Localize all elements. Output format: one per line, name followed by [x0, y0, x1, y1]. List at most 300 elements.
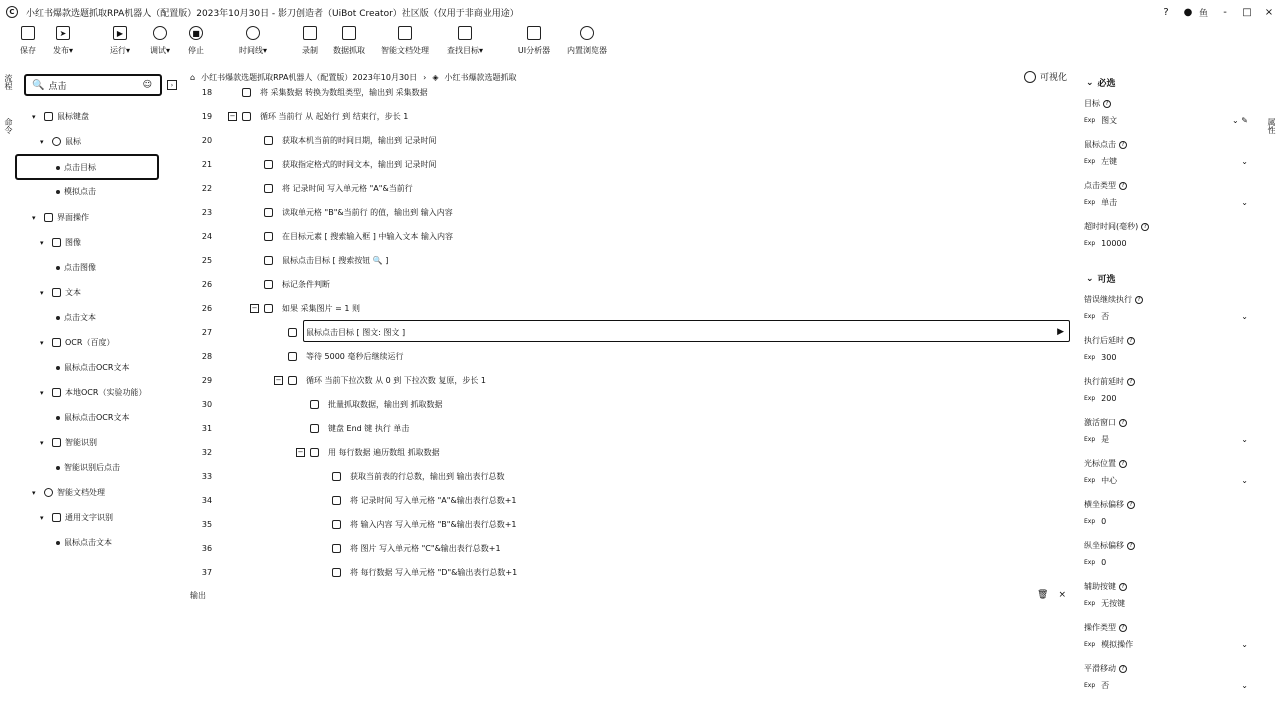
code-line[interactable]: [190, 224, 1070, 248]
help-icon[interactable]: ?: [1119, 182, 1127, 190]
property-label-text: 点击类型: [1084, 181, 1116, 190]
run-icon: ▶: [113, 26, 127, 40]
line-number: 19: [201, 111, 213, 121]
chevron-down-icon: ▾: [32, 112, 36, 121]
command-icon: [264, 280, 273, 289]
command-icon: [264, 160, 273, 169]
tree-label: 图像: [65, 238, 81, 247]
code-line[interactable]: [190, 320, 1070, 344]
line-number: 26: [201, 303, 213, 313]
code-line[interactable]: [190, 248, 1070, 272]
code-line[interactable]: [190, 392, 1070, 416]
bullet-icon: [56, 366, 60, 370]
expression-toggle-icon[interactable]: Exp: [1084, 312, 1096, 320]
command-text: 将 记录时间 写入单元格 "A"&当前行: [282, 183, 413, 193]
line-number: 31: [201, 423, 213, 433]
help-icon[interactable]: ?: [1119, 419, 1127, 427]
command-text: 等待 5000 毫秒后继续运行: [306, 351, 404, 361]
command-icon: [332, 568, 341, 577]
line-number: 25: [201, 255, 213, 265]
bullet-icon: [56, 190, 60, 194]
tree-item-click-target[interactable]: [56, 162, 96, 173]
property-label: [1084, 540, 1135, 551]
property-label: [1084, 335, 1135, 346]
property-value-field[interactable]: [1084, 554, 1252, 570]
chevron-down-icon: ▾: [32, 213, 36, 222]
code-line[interactable]: [190, 536, 1070, 560]
stop-label: 停止: [188, 46, 204, 55]
property-label: [1084, 221, 1149, 232]
output-label: 输出: [190, 591, 206, 600]
command-icon: [332, 520, 341, 529]
debug-label: 调试▾: [149, 46, 170, 55]
property-value: 300: [1101, 352, 1117, 362]
data-scrape-icon: [342, 26, 356, 40]
property-value: 模拟操作: [1101, 639, 1134, 649]
property-label: [1084, 622, 1127, 633]
tree-label: 点击文本: [64, 313, 96, 322]
tree-group-local-ocr[interactable]: [40, 387, 146, 398]
text-icon: [52, 288, 61, 297]
property-value-field[interactable]: [1084, 349, 1252, 365]
ui-analyzer-label: UI分析器: [517, 46, 551, 55]
line-number: 18: [201, 87, 213, 97]
dropdown-arrow-icon[interactable]: ⌄ ✎: [1232, 115, 1248, 125]
code-line[interactable]: [190, 272, 1070, 296]
expression-toggle-icon[interactable]: Exp: [1084, 640, 1096, 648]
ocr-icon: [52, 513, 61, 522]
line-number: 37: [201, 567, 213, 577]
tree-label: 界面操作: [57, 213, 89, 222]
doc-process-button[interactable]: [382, 26, 428, 56]
command-icon: [264, 256, 273, 265]
publish-label: 发布▾: [52, 46, 73, 55]
expression-toggle-icon[interactable]: Exp: [1084, 476, 1096, 484]
command-text: 获取本机当前的时间日期，输出到 记录时间: [282, 135, 437, 145]
property-value-field[interactable]: [1084, 390, 1252, 406]
code-line[interactable]: [190, 560, 1070, 584]
command-icon: [332, 496, 341, 505]
fold-toggle-icon[interactable]: −: [275, 375, 282, 384]
property-label-text: 纵坐标偏移: [1084, 541, 1124, 550]
property-label: [1084, 376, 1135, 387]
property-label-text: 执行前延时: [1084, 377, 1124, 386]
chevron-down-icon: ▾: [32, 488, 36, 497]
property-value: 否: [1101, 680, 1110, 690]
property-value: 图文: [1101, 115, 1118, 125]
trash-icon[interactable]: 🗑: [1037, 590, 1049, 600]
help-icon[interactable]: ?: [1135, 296, 1143, 304]
tree-group-mouse-keyboard[interactable]: [32, 111, 89, 122]
help-icon[interactable]: ?: [1141, 223, 1149, 231]
property-label-text: 激活窗口: [1084, 418, 1116, 427]
command-icon: [288, 376, 297, 385]
command-text: 将 记录时间 写入单元格 "A"&输出表行总数+1: [350, 495, 517, 505]
dropdown-arrow-icon[interactable]: ⌄: [1241, 475, 1248, 485]
command-text: 如果 采集图片 = 1 则: [282, 303, 360, 313]
expression-toggle-icon[interactable]: Exp: [1084, 681, 1096, 689]
smart-icon: [52, 438, 61, 447]
property-label: [1084, 458, 1127, 469]
code-line[interactable]: [190, 296, 1070, 320]
tree-group-general-ocr[interactable]: [40, 512, 113, 523]
expression-toggle-icon[interactable]: Exp: [1084, 599, 1096, 607]
ocr-icon: [52, 388, 61, 397]
fold-toggle-icon[interactable]: −: [297, 447, 304, 456]
tree-item-click-general-text[interactable]: [56, 537, 112, 548]
expression-toggle-icon[interactable]: Exp: [1084, 353, 1096, 361]
help-icon[interactable]: ?: [1119, 665, 1127, 673]
property-value-field[interactable]: [1084, 513, 1252, 529]
ui-analyzer-icon: [527, 26, 541, 40]
command-text: 将 输入内容 写入单元格 "B"&输出表行总数+1: [350, 519, 517, 529]
command-icon: [264, 208, 273, 217]
property-value-field[interactable]: [1084, 194, 1252, 210]
optional-title: 可选: [1097, 275, 1116, 285]
main-toolbar: [0, 26, 1280, 64]
dropdown-arrow-icon[interactable]: ⌄: [1241, 639, 1248, 649]
stop-icon: ■: [189, 26, 203, 40]
required-title: 必选: [1097, 79, 1116, 89]
chevron-down-icon: ▾: [40, 438, 44, 447]
chevron-right-icon: ›: [423, 73, 427, 82]
user-avatar-icon[interactable]: ●: [1183, 6, 1193, 18]
code-line[interactable]: [190, 416, 1070, 440]
line-number: 21: [201, 159, 213, 169]
expression-toggle-icon[interactable]: Exp: [1084, 157, 1096, 165]
tree-label: 本地OCR（实验功能）: [65, 388, 147, 397]
help-icon[interactable]: ?: [1119, 583, 1127, 591]
dropdown-arrow-icon[interactable]: ⌄: [1241, 434, 1248, 444]
property-value-field[interactable]: [1084, 636, 1252, 652]
find-target-icon: [458, 26, 472, 40]
help-icon[interactable]: ?: [1103, 100, 1111, 108]
property-value: 左键: [1101, 156, 1118, 166]
clear-search-icon[interactable]: ☺: [142, 80, 152, 90]
property-label-text: 执行后延时: [1084, 336, 1124, 345]
find-target-label: 查找目标▾: [446, 46, 483, 55]
layers-icon: ◈: [432, 73, 439, 82]
command-text: 循环 当前行 从 起始行 到 结束行，步长 1: [260, 111, 409, 121]
maximize-icon[interactable]: □: [1242, 6, 1252, 18]
ocr-icon: [52, 338, 61, 347]
search-input[interactable]: [48, 80, 128, 90]
command-icon: [288, 328, 297, 337]
code-line[interactable]: [190, 344, 1070, 368]
expression-toggle-icon[interactable]: Exp: [1084, 517, 1096, 525]
property-label-text: 光标位置: [1084, 459, 1116, 468]
active-line-box: [303, 320, 1070, 342]
line-number: 30: [201, 399, 213, 409]
search-icon: 🔍: [32, 79, 45, 91]
record-icon: [303, 26, 317, 40]
tree-label: 鼠标键盘: [57, 112, 89, 121]
property-label-text: 操作类型: [1084, 623, 1116, 632]
close-icon[interactable]: ×: [1264, 6, 1274, 18]
fold-toggle-icon[interactable]: −: [251, 303, 258, 312]
tree-group-image[interactable]: [40, 237, 81, 248]
command-text: 批量抓取数据，输出到 抓取数据: [328, 399, 443, 409]
keyboard-icon: [44, 112, 53, 121]
expression-toggle-icon[interactable]: Exp: [1084, 116, 1096, 124]
code-line[interactable]: [190, 368, 1070, 392]
property-label: [1084, 499, 1135, 510]
visual-mode-label: 可视化: [1040, 73, 1068, 83]
line-number: 23: [201, 207, 213, 217]
line-number: 24: [201, 231, 213, 241]
chevron-down-icon: ▾: [40, 137, 44, 146]
window-controls: [1155, 0, 1280, 24]
command-text: 读取单元格 "B"&当前行 的值，输出到 输入内容: [282, 207, 453, 217]
property-value: 200: [1101, 393, 1117, 403]
bullet-icon: [56, 166, 60, 170]
dropdown-arrow-icon[interactable]: ⌄: [1241, 680, 1248, 690]
property-value: 10000: [1101, 238, 1127, 248]
command-text: 获取指定格式的时间文本，输出到 记录时间: [282, 159, 437, 169]
data-scrape-button[interactable]: [326, 26, 372, 56]
property-value-field[interactable]: [1084, 595, 1252, 611]
code-line[interactable]: [190, 512, 1070, 536]
close-output-icon[interactable]: ×: [1058, 590, 1066, 600]
properties-panel: [1080, 72, 1256, 712]
code-line[interactable]: [190, 128, 1070, 152]
line-number: 36: [201, 543, 213, 553]
window-icon: [44, 213, 53, 222]
timeline-icon: [246, 26, 260, 40]
line-number: 29: [201, 375, 213, 385]
bullet-icon: [56, 466, 60, 470]
command-icon: [332, 472, 341, 481]
chevron-down-icon: ⌄: [1086, 77, 1094, 88]
property-label: [1084, 294, 1143, 305]
command-icon: [264, 232, 273, 241]
publish-button[interactable]: [40, 26, 86, 56]
run-line-icon[interactable]: ▶: [1057, 327, 1064, 337]
code-line[interactable]: [190, 488, 1070, 512]
breadcrumb-flow[interactable]: 小红书爆款选题抓取: [444, 73, 517, 82]
timeline-label: 时间线▾: [238, 46, 267, 55]
expression-toggle-icon[interactable]: Exp: [1084, 239, 1096, 247]
tree-item-simulate-click[interactable]: [56, 186, 96, 197]
chevron-down-icon: ▾: [40, 288, 44, 297]
expression-toggle-icon[interactable]: Exp: [1084, 394, 1096, 402]
find-target-button[interactable]: [442, 26, 488, 56]
property-value: 是: [1101, 434, 1110, 444]
tree-group-ui-operation[interactable]: [32, 212, 89, 223]
property-value: 单击: [1101, 197, 1118, 207]
property-value-field[interactable]: [1084, 677, 1252, 693]
save-label: 保存: [20, 46, 36, 55]
debug-icon: [153, 26, 167, 40]
command-icon: [264, 136, 273, 145]
dropdown-arrow-icon[interactable]: ⌄: [1241, 197, 1248, 207]
property-label-text: 超时时间(毫秒): [1084, 222, 1139, 231]
browser-label: 内置浏览器: [567, 46, 607, 55]
property-value-field[interactable]: [1084, 308, 1252, 324]
tree-label: 智能识别后点击: [64, 463, 120, 472]
tab-flow[interactable]: 流程: [4, 74, 13, 90]
command-icon: [310, 424, 319, 433]
tree-group-mouse[interactable]: [40, 136, 81, 147]
property-label: [1084, 139, 1127, 150]
command-search[interactable]: [24, 74, 162, 96]
command-icon: [288, 352, 297, 361]
property-label: [1084, 417, 1127, 428]
line-number: 27: [201, 327, 213, 337]
property-label-text: 辅助按键: [1084, 582, 1116, 591]
tree-item-click-ocr-text[interactable]: [56, 362, 129, 373]
command-text: 鼠标点击目标 [ 搜索按钮 🔍 ]: [282, 255, 389, 265]
property-label-text: 错误继续执行: [1084, 295, 1132, 304]
tree-group-ocr-baidu[interactable]: [40, 337, 114, 348]
stop-button[interactable]: [173, 26, 219, 56]
command-text: 标记条件判断: [282, 279, 330, 289]
command-icon: [310, 448, 319, 457]
tree-label: 鼠标点击OCR文本: [64, 413, 130, 422]
save-icon: [21, 26, 35, 40]
app-logo-icon: C: [6, 6, 18, 18]
help-icon[interactable]: ?: [1127, 542, 1135, 550]
property-value-field[interactable]: [1084, 235, 1252, 251]
browser-button[interactable]: [564, 26, 610, 56]
command-text: 循环 当前下拉次数 从 0 到 下拉次数 复原，步长 1: [306, 375, 486, 385]
image-icon: [52, 238, 61, 247]
line-number: 33: [201, 471, 213, 481]
property-label-text: 平滑移动: [1084, 664, 1116, 673]
property-label-text: 目标: [1084, 99, 1100, 108]
help-icon[interactable]: ?: [1119, 460, 1127, 468]
command-icon: [264, 304, 273, 313]
tree-label: OCR（百度）: [65, 338, 115, 347]
doc-process-icon: [44, 488, 53, 497]
optional-section-header[interactable]: [1086, 272, 1116, 285]
command-icon: [242, 88, 251, 97]
help-icon[interactable]: ?: [1127, 501, 1135, 509]
command-icon: [242, 112, 251, 121]
tree-label: 点击目标: [64, 163, 96, 172]
tree-label: 通用文字识别: [65, 513, 113, 522]
timeline-button[interactable]: [230, 26, 276, 56]
help-icon[interactable]: ?: [1119, 624, 1127, 632]
home-icon[interactable]: ⌂: [190, 73, 196, 82]
chevron-down-icon: ▾: [40, 513, 44, 522]
tree-item-click-local-ocr-text[interactable]: [56, 412, 129, 423]
command-icon: [264, 184, 273, 193]
doc-process-label: 智能文档处理: [381, 46, 429, 55]
property-label: [1084, 180, 1127, 191]
code-line[interactable]: [190, 200, 1070, 224]
code-line[interactable]: [190, 80, 1070, 104]
code-line[interactable]: [190, 440, 1070, 464]
tab-commands[interactable]: 命令: [4, 118, 13, 134]
chevron-down-icon: ▾: [40, 238, 44, 247]
panel-collapse-icon[interactable]: ›: [167, 80, 177, 90]
code-line[interactable]: [190, 176, 1070, 200]
publish-icon: ➤: [56, 26, 70, 40]
line-number: 35: [201, 519, 213, 529]
tree-item-smart-click[interactable]: [56, 462, 120, 473]
command-text: 将 采集数据 转换为数组类型，输出到 采集数据: [260, 87, 428, 97]
user-name[interactable]: 鱼: [1198, 8, 1208, 19]
tree-label: 文本: [65, 288, 81, 297]
tree-group-text[interactable]: [40, 287, 81, 298]
command-text: 鼠标点击目标 [ 图文: 图文 ]: [306, 327, 406, 337]
doc-process-icon: [398, 26, 412, 40]
tree-group-doc-process[interactable]: [32, 487, 105, 498]
dropdown-arrow-icon[interactable]: ⌄: [1241, 156, 1248, 166]
tree-group-smart-recognition[interactable]: [40, 437, 97, 448]
property-value-field[interactable]: [1084, 153, 1252, 169]
command-text: 在目标元素 [ 搜索输入框 ] 中输入文本 输入内容: [282, 231, 453, 241]
dropdown-arrow-icon[interactable]: ⌄: [1241, 311, 1248, 321]
line-number: 26: [201, 279, 213, 289]
tab-properties[interactable]: 属性: [1267, 118, 1276, 134]
help-icon[interactable]: ?: [1127, 378, 1135, 386]
ui-analyzer-button[interactable]: [511, 26, 557, 56]
tree-item-click-text[interactable]: [56, 312, 96, 323]
help-icon[interactable]: ?: [1127, 337, 1135, 345]
minimize-icon[interactable]: -: [1223, 6, 1227, 18]
data-scrape-label: 数据抓取: [333, 46, 365, 55]
line-number: 34: [201, 495, 213, 505]
fold-toggle-icon[interactable]: −: [229, 111, 236, 120]
expression-toggle-icon[interactable]: Exp: [1084, 558, 1096, 566]
tree-label: 点击图像: [64, 263, 96, 272]
browser-icon: [580, 26, 594, 40]
tree-item-click-image[interactable]: [56, 262, 96, 273]
tree-label: 模拟点击: [64, 187, 96, 196]
title-bar: [0, 0, 1280, 24]
bullet-icon: [56, 316, 60, 320]
command-text: 用 每行数据 遍历数组 抓取数据: [328, 447, 440, 457]
code-line[interactable]: [190, 152, 1070, 176]
line-number: 22: [201, 183, 213, 193]
property-value-field[interactable]: [1084, 112, 1252, 128]
bullet-icon: [56, 541, 60, 545]
bullet-icon: [56, 416, 60, 420]
command-text: 键盘 End 键 执行 单击: [328, 423, 410, 433]
command-icon: [310, 400, 319, 409]
output-panel: [190, 590, 1070, 604]
line-number: 28: [201, 351, 213, 361]
record-label: 录制: [302, 46, 318, 55]
property-label: [1084, 98, 1111, 109]
run-label: 运行▾: [109, 46, 130, 55]
expression-toggle-icon[interactable]: Exp: [1084, 198, 1096, 206]
chevron-down-icon: ▾: [40, 388, 44, 397]
property-label: [1084, 581, 1127, 592]
required-section-header[interactable]: [1086, 76, 1116, 89]
code-line[interactable]: [190, 464, 1070, 488]
tree-label: 智能识别: [65, 438, 97, 447]
property-value-field[interactable]: [1084, 472, 1252, 488]
expression-toggle-icon[interactable]: Exp: [1084, 435, 1096, 443]
chevron-down-icon: ▾: [40, 338, 44, 347]
command-text: 将 每行数据 写入单元格 "D"&输出表行总数+1: [350, 567, 518, 577]
property-value: 无按键: [1101, 598, 1126, 608]
bullet-icon: [56, 266, 60, 270]
property-value: 0: [1101, 557, 1107, 567]
help-icon[interactable]: ?: [1163, 6, 1169, 18]
property-value-field[interactable]: [1084, 431, 1252, 447]
property-label: [1084, 663, 1127, 674]
help-icon[interactable]: ?: [1119, 141, 1127, 149]
code-line[interactable]: [190, 104, 1070, 128]
tree-label: 鼠标点击OCR文本: [64, 363, 130, 372]
tree-label: 智能文档处理: [57, 488, 105, 497]
breadcrumb-project[interactable]: 小红书爆款选题抓取RPA机器人（配置版）2023年10月30日: [201, 73, 418, 82]
mouse-icon: [52, 137, 61, 146]
